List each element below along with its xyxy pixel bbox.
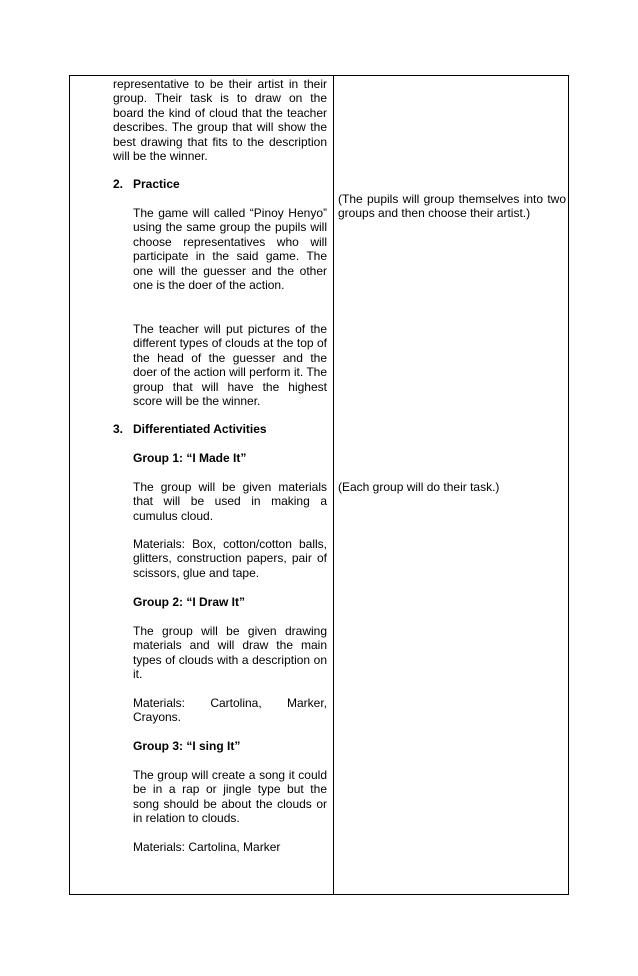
group3-title-wrap: [133, 739, 327, 753]
group3-materials-wrap: [133, 840, 327, 854]
group2-description: The group will be given drawing materials and will draw the main types of clouds with a description on it.: [133, 624, 327, 682]
practice-paragraph-1: The game will called “Pinoy Henyo” using the same group the pupils will choose representatives who will participate in the said game. The one will the guesser and the other one is the doer of the action.: [133, 206, 327, 293]
practice-para1-wrap: [133, 206, 327, 292]
group2-title-wrap: [133, 595, 327, 609]
pupil-response-differentiated: (Each group will do their task.): [338, 480, 500, 494]
group2-title: Group 2: “I Draw It”: [133, 595, 246, 609]
differentiated-title: Differentiated Activities: [133, 422, 267, 436]
group3-description: The group will create a song it could be in a rap or jingle type but the song should be about the clouds or in relation to clouds.: [133, 768, 327, 826]
practice-heading: [113, 177, 327, 191]
group2-desc-wrap: [133, 624, 327, 682]
practice-number: 2.: [113, 177, 124, 191]
column-divider: [333, 76, 334, 894]
group1-desc-wrap: [133, 480, 327, 523]
group1-materials: Materials: Box, cotton/cotton balls, glitters, construction papers, pair of scissors, glue and tape.: [133, 537, 327, 580]
pupil-response-practice: (The pupils will group themselves into two groups and then choose their artist.): [338, 192, 566, 221]
group3-title: Group 3: “I sing It”: [133, 739, 241, 753]
practice-para2-wrap: [133, 322, 327, 408]
practice-paragraph-2: The teacher will put pictures of the different types of clouds at the top of the head of the guesser and the doer of the action will perform it. The group that will have the highest score will be the winner.: [133, 322, 327, 409]
group2-materials-wrap: [133, 696, 327, 725]
group1-description: The group will be given materials that will be used in making a cumulus cloud.: [133, 480, 327, 523]
differentiated-number: 3.: [113, 422, 124, 436]
differentiated-heading: [113, 422, 327, 436]
group3-materials: Materials: Cartolina, Marker: [133, 840, 281, 854]
intro-paragraph: representative to be their artist in their group. Their task is to draw on the board the kind of cloud that the teacher describes. The group that will show the best drawing that fits to the description will be the winner.: [113, 77, 327, 164]
group1-materials-wrap: [133, 537, 327, 580]
group3-desc-wrap: [133, 768, 327, 826]
group1-title: Group 1: “I Made It”: [133, 451, 247, 465]
group2-materials: Materials: Cartolina, Marker, Crayons.: [133, 696, 327, 725]
group1-title-wrap: [133, 451, 327, 465]
practice-title: Practice: [133, 177, 180, 191]
lesson-plan-table: [69, 75, 569, 895]
